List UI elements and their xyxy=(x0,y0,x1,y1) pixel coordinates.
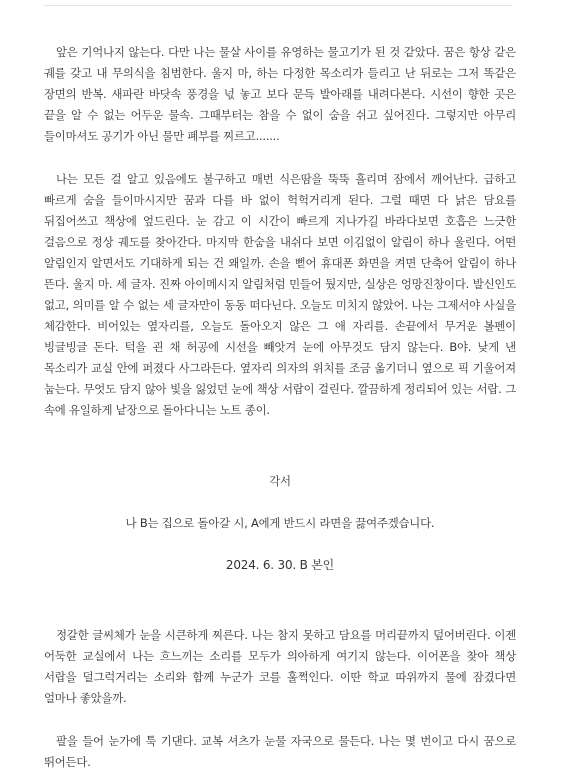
pledge-title: 각서 xyxy=(269,474,291,488)
pledge-signature: 2024. 6. 30. B 본인 xyxy=(225,558,335,572)
document-body xyxy=(44,42,516,773)
pledge-body: 나 B는 집으로 돌아갈 시, A에게 반드시 라면을 끓여주겠습니다. xyxy=(125,516,435,530)
paragraph-handwriting: 정갈한 글씨체가 눈을 시큰하게 찌른다. 나는 참지 못하고 담요를 머리끝까지 덮어버린다. 이젠 어둑한 교실에서 나는 흐느끼는 소리를 모두가 의아하게 여기지 않는다. 이어폰을 찾아 책상 서랍을 덜그럭거리는 소리와 함께 누군가 코를 훌쩍인다. 이딴 학교 따위까지 물에 잠겼다면 얼마나 좋았을까. xyxy=(44,628,516,705)
paragraph-awakening: 나는 모든 걸 알고 있음에도 불구하고 매번 식은땀을 뚝뚝 흘리며 잠에서 깨어난다. 급하고 빠르게 숨을 들이마시지만 꿈과 다를 바 없이 헉헉거리게 된다. 그럴 때면 다 낡은 담요를 뒤집어쓰고 책상에 엎드린다. 눈 감고 이 시간이 빠르게 지나가길 바라다보면 호흡은 느긋한 걸음으로 정상 궤도를 찾아간다. 마지막 한숨을 내쉬다 보면 이김없이 알림이 하나 울린다. 어떤 알림인지 알면서도 기대하게 되는 건 왜일까. 손을 뻗어 휴대폰 화면을 켜면 단축어 알림이 하나 뜬다. 울지 마. 세 글자. 진짜 아이메시지 알림처럼 민들어 뒀지만, 실상은 엉망진창이다. 발신인도 없고, 의미를 알 수 없는 세 글자만이 동동 떠다닌다. 오늘도 미치지 않았어. 나는 그제서야 사실을 체감한다. 비어있는 옆자리를, 오늘도 돌아오지 않은 그 애 자리를. 손끝에서 무거운 볼펜이 빙글빙글 돈다. 턱을 괸 채 허공에 시선을 빼앗겨 눈에 아무것도 담지 않는다. B야. 낮게 낸 목소리가 교실 안에 퍼졌다 사그라든다. 옆자리 의자의 위치를 조금 옮기더니 옆으로 픽 기울어져 눕는다. 무엇도 담지 않아 빛을 잃었던 눈에 책상 서랍이 걸린다. 깔끔하게 정리되어 있는 서랍. 그 속에 유일하게 낱장으로 돌아다니는 노트 종이. xyxy=(44,172,516,417)
paragraph-ending: 팔을 들어 눈가에 툭 기댄다. 교복 셔츠가 눈물 자국으로 물든다. 나는 몇 번이고 다시 꿈으로 뛰어든다. xyxy=(44,734,516,769)
top-divider xyxy=(44,5,512,6)
paragraph-dream: 앞은 기억나지 않는다. 다만 나는 물살 사이를 유영하는 물고기가 된 것 같았다. 꿈은 항상 같은 궤를 갖고 내 무의식을 침범한다. 울지 마, 하는 다정한 목소리가 들리고 난 뒤로는 그저 똑같은 장면의 반복. 새파란 바닷속 풍경을 넋 놓고 보다 문득 발아래를 내려다본다. 시선이 향한 곳은 끝을 알 수 없는 어두운 물속. 그때부터는 참을 수 없이 숨을 쉬고 싶어진다. 그렇지만 아무리 들이마셔도 공기가 아닌 물만 폐부를 찌르고....... xyxy=(44,45,516,143)
